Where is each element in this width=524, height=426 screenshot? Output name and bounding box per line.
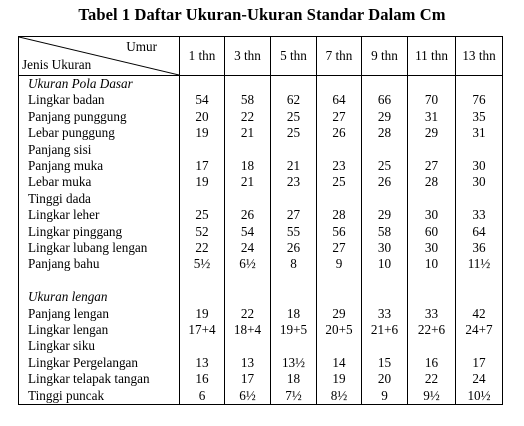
row-label: Panjang sisi [19, 142, 180, 158]
table-cell: 64 [456, 224, 503, 240]
table-cell: 36 [456, 240, 503, 256]
table-cell [456, 142, 503, 158]
table-row [19, 92, 503, 108]
table-cell: 10 [362, 256, 408, 272]
table-cell: 19 [180, 306, 225, 322]
table-row [19, 371, 503, 387]
table-cell [271, 273, 317, 289]
table-cell: 5½ [180, 256, 225, 272]
table-cell [408, 142, 456, 158]
table-cell [271, 191, 317, 207]
table-cell: 10½ [456, 388, 503, 405]
table-cell: 29 [362, 109, 408, 125]
table-cell: 18 [271, 306, 317, 322]
table-cell: 6½ [225, 388, 271, 405]
row-label: Lingkar pinggang [19, 224, 180, 240]
table-cell: 28 [362, 125, 408, 141]
table-cell [271, 76, 317, 93]
table-cell: 33 [456, 207, 503, 223]
table-row [19, 338, 503, 354]
table-row [19, 306, 503, 322]
table-cell [362, 191, 408, 207]
table-cell: 14 [317, 355, 362, 371]
row-label: Panjang lengan [19, 306, 180, 322]
table-cell: 19+5 [271, 322, 317, 338]
table-cell: 28 [408, 174, 456, 190]
table-cell [271, 142, 317, 158]
table-row [19, 240, 503, 256]
table-cell: 17+4 [180, 322, 225, 338]
table-cell: 30 [456, 158, 503, 174]
row-label [19, 273, 180, 289]
row-label: Lingkar lubang lengan [19, 240, 180, 256]
table-cell [408, 289, 456, 305]
table-cell: 30 [408, 207, 456, 223]
table-cell: 52 [180, 224, 225, 240]
table-cell [362, 289, 408, 305]
table-cell [225, 191, 271, 207]
section-label: Ukuran Pola Dasar [19, 76, 180, 93]
table-cell: 76 [456, 92, 503, 108]
table-cell: 26 [317, 125, 362, 141]
row-label: Panjang bahu [19, 256, 180, 272]
table-title: Tabel 1 Daftar Ukuran-Ukuran Standar Dalam Cm [78, 5, 446, 24]
table-cell [180, 76, 225, 93]
table-cell [317, 338, 362, 354]
table-cell [362, 338, 408, 354]
table-cell [456, 273, 503, 289]
table-cell [456, 338, 503, 354]
table-cell: 9½ [408, 388, 456, 405]
row-label: Lingkar leher [19, 207, 180, 223]
table-cell: 15 [362, 355, 408, 371]
table-cell: 58 [225, 92, 271, 108]
table-cell [225, 76, 271, 93]
table-cell: 64 [317, 92, 362, 108]
table-cell [271, 289, 317, 305]
table-cell: 21 [225, 174, 271, 190]
table-row [19, 207, 503, 223]
table-cell: 20+5 [317, 322, 362, 338]
column-header: 7 thn [317, 37, 362, 76]
table-cell: 22 [225, 306, 271, 322]
table-cell: 13 [225, 355, 271, 371]
table-row [19, 224, 503, 240]
table-cell: 22 [180, 240, 225, 256]
row-label: Panjang muka [19, 158, 180, 174]
table-cell: 19 [317, 371, 362, 387]
table-cell: 70 [408, 92, 456, 108]
table-cell [408, 338, 456, 354]
table-cell: 25 [317, 174, 362, 190]
table-cell: 11½ [456, 256, 503, 272]
size-table [18, 36, 503, 405]
table-cell [317, 289, 362, 305]
table-cell: 66 [362, 92, 408, 108]
column-header: 1 thn [180, 37, 225, 76]
table-cell: 9 [362, 388, 408, 405]
table-cell: 13 [180, 355, 225, 371]
section-label: Ukuran lengan [19, 289, 180, 305]
table-cell: 6½ [225, 256, 271, 272]
table-row [19, 355, 503, 371]
table-cell: 16 [408, 355, 456, 371]
row-label: Lingkar Pergelangan [19, 355, 180, 371]
table-cell: 62 [271, 92, 317, 108]
table-cell [180, 338, 225, 354]
table-cell [180, 142, 225, 158]
table-row [19, 109, 503, 125]
table-cell: 28 [317, 207, 362, 223]
table-cell: 26 [362, 174, 408, 190]
table-cell: 21 [225, 125, 271, 141]
corner-label-jenis-ukuran: Jenis Ukuran [22, 56, 92, 72]
table-cell: 18 [271, 371, 317, 387]
table-cell [317, 273, 362, 289]
table-cell [180, 273, 225, 289]
table-cell: 29 [362, 207, 408, 223]
table-cell: 54 [225, 224, 271, 240]
row-label: Tinggi dada [19, 191, 180, 207]
table-cell [362, 142, 408, 158]
table-cell: 24+7 [456, 322, 503, 338]
table-cell: 27 [271, 207, 317, 223]
table-cell: 25 [271, 109, 317, 125]
table-row [19, 322, 503, 338]
table-cell: 31 [408, 109, 456, 125]
table-cell: 23 [271, 174, 317, 190]
table-cell: 35 [456, 109, 503, 125]
table-cell: 25 [362, 158, 408, 174]
table-row [19, 142, 503, 158]
table-cell: 29 [317, 306, 362, 322]
table-cell [408, 191, 456, 207]
table-cell [225, 289, 271, 305]
table-row [19, 388, 503, 405]
table-cell [362, 273, 408, 289]
table-cell: 60 [408, 224, 456, 240]
corner-label-umur: Umur [126, 39, 157, 54]
table-cell: 21 [271, 158, 317, 174]
table-cell: 22+6 [408, 322, 456, 338]
table-cell: 19 [180, 125, 225, 141]
table-cell [225, 273, 271, 289]
table-cell: 21+6 [362, 322, 408, 338]
table-cell [456, 191, 503, 207]
table-cell: 26 [271, 240, 317, 256]
row-label: Tinggi puncak [19, 388, 180, 405]
corner-header-cell [19, 37, 180, 76]
table-cell [225, 338, 271, 354]
table-row [19, 191, 503, 207]
row-label: Lingkar badan [19, 92, 180, 108]
table-cell: 16 [180, 371, 225, 387]
table-cell: 30 [362, 240, 408, 256]
table-row [19, 125, 503, 141]
table-cell: 29 [408, 125, 456, 141]
table-cell: 20 [362, 371, 408, 387]
header-row [19, 37, 503, 76]
table-cell: 42 [456, 306, 503, 322]
table-cell: 26 [225, 207, 271, 223]
table-cell: 13½ [271, 355, 317, 371]
table-cell [180, 289, 225, 305]
table-cell: 24 [225, 240, 271, 256]
table-cell [271, 338, 317, 354]
table-cell: 17 [225, 371, 271, 387]
table-cell: 58 [362, 224, 408, 240]
row-label: Lingkar lengan [19, 322, 180, 338]
table-cell: 54 [180, 92, 225, 108]
row-label: Panjang punggung [19, 109, 180, 125]
table-row [19, 256, 503, 272]
row-label: Lingkar siku [19, 338, 180, 354]
table-cell [456, 289, 503, 305]
table-cell: 25 [271, 125, 317, 141]
table-cell [408, 273, 456, 289]
table-cell: 6 [180, 388, 225, 405]
table-cell: 22 [408, 371, 456, 387]
row-label: Lebar punggung [19, 125, 180, 141]
table-row [19, 174, 503, 190]
table-row [19, 158, 503, 174]
table-cell: 27 [408, 158, 456, 174]
table-cell: 55 [271, 224, 317, 240]
table-cell: 17 [180, 158, 225, 174]
column-header: 5 thn [271, 37, 317, 76]
table-cell: 23 [317, 158, 362, 174]
section-header-row [19, 289, 503, 305]
table-cell: 7½ [271, 388, 317, 405]
section-header-row [19, 76, 503, 93]
column-header: 9 thn [362, 37, 408, 76]
table-cell [408, 76, 456, 93]
table-cell: 31 [456, 125, 503, 141]
table-cell [362, 76, 408, 93]
column-header: 3 thn [225, 37, 271, 76]
table-cell: 18+4 [225, 322, 271, 338]
table-cell: 33 [408, 306, 456, 322]
table-cell: 19 [180, 174, 225, 190]
table-body [19, 76, 503, 405]
table-cell [180, 191, 225, 207]
table-cell: 22 [225, 109, 271, 125]
row-label: Lingkar telapak tangan [19, 371, 180, 387]
table-cell: 8 [271, 256, 317, 272]
table-cell [456, 76, 503, 93]
table-cell [317, 142, 362, 158]
column-header: 11 thn [408, 37, 456, 76]
table-cell: 24 [456, 371, 503, 387]
table-cell [317, 191, 362, 207]
table-cell: 27 [317, 240, 362, 256]
table-cell: 30 [408, 240, 456, 256]
table-cell: 30 [456, 174, 503, 190]
spacer-row [19, 273, 503, 289]
table-cell [225, 142, 271, 158]
table-cell: 10 [408, 256, 456, 272]
table-cell: 17 [456, 355, 503, 371]
column-header: 13 thn [456, 37, 503, 76]
table-cell: 25 [180, 207, 225, 223]
table-cell: 56 [317, 224, 362, 240]
table-cell: 8½ [317, 388, 362, 405]
table-cell: 18 [225, 158, 271, 174]
table-cell: 33 [362, 306, 408, 322]
table-cell [317, 76, 362, 93]
table-cell: 9 [317, 256, 362, 272]
row-label: Lebar muka [19, 174, 180, 190]
table-cell: 20 [180, 109, 225, 125]
table-cell: 27 [317, 109, 362, 125]
